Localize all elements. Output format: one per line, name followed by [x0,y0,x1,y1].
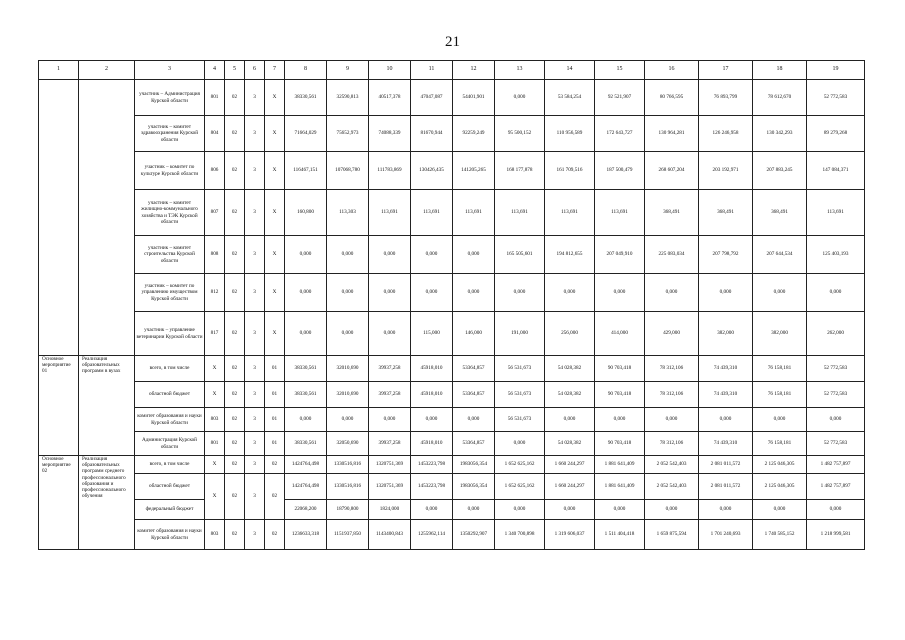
value-cell: 47047,087 [411,80,453,116]
participant-name: участник – комитет по культуре Курской области [135,152,205,190]
value-cell: 56 531,673 [495,356,545,382]
column-number: 17 [699,61,753,80]
value-cell: 81670,944 [411,116,453,152]
value-cell: 268 607,204 [645,152,699,190]
table-row [39,432,865,456]
value-cell: 130 964,281 [645,116,699,152]
code-cell: 02 [225,408,245,432]
value-cell: 75652,973 [327,116,369,152]
value-cell: 1 740 585,152 [753,520,807,550]
value-cell: 0,000 [285,236,327,274]
value-cell: 1983056,354 [453,474,495,500]
column-number: 16 [645,61,699,80]
value-cell: 0,000 [285,408,327,432]
value-cell: 191,000 [495,312,545,356]
value-cell: 160,800 [285,190,327,236]
participant-name: участник – комитет здравоохранения Курской области [135,116,205,152]
value-cell: 165 505,601 [495,236,545,274]
value-cell: 53364,857 [453,356,495,382]
value-cell: 54 028,382 [545,432,595,456]
value-cell: 1453223,798 [411,474,453,500]
code-cell: Х [265,152,285,190]
value-cell: 368,491 [753,190,807,236]
value-cell: 0,000 [411,274,453,312]
value-cell: 0,000 [753,500,807,520]
value-cell: 52 772,583 [807,80,865,116]
participant-name: комитет образования и науки Курской области [135,408,205,432]
code-cell: 02 [225,456,245,474]
table-row [39,408,865,432]
value-cell: 382,000 [699,312,753,356]
measure-code: Основное мероприятие 01 [39,356,79,456]
value-cell: 0,000 [327,274,369,312]
column-number: 13 [495,61,545,80]
value-cell: 0,000 [453,236,495,274]
value-cell: 0,000 [807,274,865,312]
value-cell: 113,691 [495,190,545,236]
code-cell: 3 [245,456,265,474]
table-row [39,116,865,152]
table-row [39,312,865,356]
value-cell: 74 439,310 [699,432,753,456]
value-cell: 116467,151 [285,152,327,190]
code-cell: 02 [265,456,285,474]
value-cell: 78 312,106 [645,356,699,382]
value-cell: 207 049,910 [595,236,645,274]
code-cell: 02 [225,152,245,190]
code-cell: 01 [265,356,285,382]
value-cell: 1330516,816 [327,456,369,474]
budget-table [38,60,865,550]
value-cell: 90 703,418 [595,382,645,408]
code-cell: 02 [225,474,245,520]
value-cell: 113,691 [369,190,411,236]
value-cell: 92 521,907 [595,80,645,116]
participant-name: областной бюджет [135,474,205,500]
measure-code: Основное мероприятие 02 [39,456,79,550]
value-cell: 95 500,152 [495,116,545,152]
code-cell: 808 [205,236,225,274]
value-cell: 0,000 [453,408,495,432]
value-cell: 168 177,878 [495,152,545,190]
participant-name: участник – комитет жилищно-коммунального хозяйства и ТЭК Курской области [135,190,205,236]
value-cell: 74088,339 [369,116,411,152]
value-cell: 0,000 [545,500,595,520]
value-cell: 110 956,589 [545,116,595,152]
value-cell: 71664,029 [285,116,327,152]
code-cell: 01 [265,382,285,408]
value-cell: 54 028,382 [545,382,595,408]
value-cell: 32010,690 [327,382,369,408]
value-cell: 1453223,798 [411,456,453,474]
table-row [39,274,865,312]
value-cell: 1424764,498 [285,456,327,474]
value-cell: 0,000 [411,500,453,520]
value-cell: 0,000 [369,312,411,356]
code-cell: Х [205,474,225,520]
code-cell: 806 [205,152,225,190]
table-row [39,520,865,550]
value-cell: 38330,561 [285,80,327,116]
value-cell: 0,000 [753,274,807,312]
value-cell: 89 279,268 [807,116,865,152]
value-cell: 0,000 [699,500,753,520]
value-cell: 0,000 [495,80,545,116]
table-row [39,456,865,474]
value-cell: 92259,249 [453,116,495,152]
value-cell: 111783,869 [369,152,411,190]
participant-name: всего, в том числе [135,356,205,382]
value-cell: 414,000 [595,312,645,356]
value-cell: 0,000 [753,408,807,432]
value-cell: 45918,010 [411,382,453,408]
value-cell: 1143400,843 [369,520,411,550]
column-number: 3 [135,61,205,80]
value-cell: 2 052 542,403 [645,474,699,500]
value-cell: 1 701 240,693 [699,520,753,550]
value-cell: 1151937,850 [327,520,369,550]
value-cell: 113,303 [327,190,369,236]
column-number: 7 [265,61,285,80]
code-cell: 01 [265,432,285,456]
page-number: 21 [445,34,460,50]
code-cell: Х [265,312,285,356]
code-cell: Х [205,456,225,474]
value-cell: 56 531,673 [495,408,545,432]
value-cell: 147 084,371 [807,152,865,190]
value-cell: 0,000 [545,274,595,312]
code-cell: 3 [245,408,265,432]
table-row [39,80,865,116]
value-cell: 54 028,382 [545,356,595,382]
value-cell: 141205,265 [453,152,495,190]
measure-title: Реализация образовательных программ среднего профессионального образования и профессионального обучения [79,456,135,550]
value-cell: 0,000 [699,274,753,312]
code-cell: 3 [245,236,265,274]
value-cell: 1 482 757,897 [807,474,865,500]
code-cell: 3 [245,382,265,408]
value-cell: 1255962,114 [411,520,453,550]
code-cell: 3 [245,190,265,236]
code-cell: 02 [265,520,285,550]
participant-name: комитет образования и науки Курской области [135,520,205,550]
value-cell: 32010,690 [327,356,369,382]
column-number: 10 [369,61,411,80]
value-cell: 1 652 625,162 [495,474,545,500]
value-cell: 125 403,193 [807,236,865,274]
value-cell: 113,691 [807,190,865,236]
header-row [39,61,865,80]
value-cell: 0,000 [807,408,865,432]
value-cell: 262,000 [807,312,865,356]
value-cell: 0,000 [285,312,327,356]
value-cell: 39937,258 [369,356,411,382]
value-cell: 130426,435 [411,152,453,190]
value-cell: 53 584,254 [545,80,595,116]
code-cell: 817 [205,312,225,356]
table-row [39,474,865,500]
value-cell: 107068,780 [327,152,369,190]
value-cell: 0,000 [327,408,369,432]
value-cell: 90 703,418 [595,356,645,382]
code-cell: 02 [225,274,245,312]
value-cell: 2 081 011,572 [699,456,753,474]
column-number: 6 [245,61,265,80]
participant-name: участник – Администрация Курской области [135,80,205,116]
value-cell: 38330,561 [285,432,327,456]
value-cell: 0,000 [495,432,545,456]
value-cell: 1320751,369 [369,456,411,474]
column-number: 12 [453,61,495,80]
value-cell: 1330516,816 [327,474,369,500]
participant-name: Администрация Курской области [135,432,205,456]
value-cell: 1 482 757,897 [807,456,865,474]
value-cell: 0,000 [411,408,453,432]
code-cell: 02 [265,474,285,520]
code-cell: 3 [245,80,265,116]
value-cell: 39937,258 [369,382,411,408]
value-cell: 0,000 [645,408,699,432]
participant-name: федеральный бюджет [135,500,205,520]
value-cell: 0,000 [645,500,699,520]
value-cell: 0,000 [369,408,411,432]
code-cell: Х [265,116,285,152]
value-cell: 76 158,181 [753,356,807,382]
value-cell: 0,000 [595,274,645,312]
participant-name: областной бюджет [135,382,205,408]
value-cell: 1983056,354 [453,456,495,474]
value-cell: 113,691 [411,190,453,236]
code-cell: 804 [205,116,225,152]
value-cell: 54401,901 [453,80,495,116]
value-cell: 1824,000 [369,500,411,520]
code-cell: 3 [245,520,265,550]
column-number: 19 [807,61,865,80]
code-cell: 01 [265,408,285,432]
value-cell: 126 246,958 [699,116,753,152]
participant-name: всего, в том числе [135,456,205,474]
value-cell: 90 703,418 [595,432,645,456]
value-cell: 53364,857 [453,382,495,408]
value-cell: 256,000 [545,312,595,356]
code-cell: 801 [205,432,225,456]
value-cell: 52 772,583 [807,382,865,408]
value-cell: 207 798,792 [699,236,753,274]
value-cell: 368,491 [645,190,699,236]
value-cell: 40517,378 [369,80,411,116]
value-cell: 52 772,583 [807,432,865,456]
value-cell: 38330,561 [285,356,327,382]
code-cell: 3 [245,152,265,190]
measure-title: Реализация образовательных программ в вузах [79,356,135,456]
value-cell: 76 893,799 [699,80,753,116]
code-cell: 02 [225,236,245,274]
value-cell: 0,000 [327,236,369,274]
value-cell: 207 883,245 [753,152,807,190]
value-cell: 207 644,534 [753,236,807,274]
value-cell: 115,000 [411,312,453,356]
code-cell: Х [205,382,225,408]
value-cell: 0,000 [327,312,369,356]
value-cell: 429,000 [645,312,699,356]
value-cell: 0,000 [369,274,411,312]
value-cell: 78 612,670 [753,80,807,116]
value-cell: 78 312,106 [645,382,699,408]
value-cell: 2 052 542,403 [645,456,699,474]
value-cell: 0,000 [807,500,865,520]
value-cell: 0,000 [453,274,495,312]
value-cell: 18790,800 [327,500,369,520]
value-cell: 78 312,106 [645,432,699,456]
column-number: 1 [39,61,79,80]
value-cell: 0,000 [699,408,753,432]
table-row [39,500,865,520]
value-cell: 0,000 [369,236,411,274]
table-row [39,152,865,190]
value-cell: 56 531,673 [495,382,545,408]
value-cell: 1 218 999,581 [807,520,865,550]
value-cell: 0,000 [495,500,545,520]
value-cell: 1 659 875,594 [645,520,699,550]
code-cell: Х [265,190,285,236]
value-cell: 76 158,181 [753,432,807,456]
value-cell: 2 125 046,305 [753,474,807,500]
value-cell: 2 081 011,572 [699,474,753,500]
value-cell: 194 812,655 [545,236,595,274]
value-cell: 130 342,293 [753,116,807,152]
value-cell: 38330,561 [285,382,327,408]
value-cell: 1 340 700,898 [495,520,545,550]
value-cell: 368,491 [699,190,753,236]
code-cell: 02 [225,190,245,236]
code-cell: 3 [245,474,265,520]
value-cell: 187 500,479 [595,152,645,190]
value-cell: 80 766,595 [645,80,699,116]
value-cell: 1 881 641,409 [595,474,645,500]
code-cell: 803 [205,408,225,432]
value-cell: 1 319 606,037 [545,520,595,550]
value-cell: 76 158,181 [753,382,807,408]
column-number: 11 [411,61,453,80]
value-cell: 172 643,727 [595,116,645,152]
value-cell: 382,000 [753,312,807,356]
value-cell: 1 660 244,297 [545,474,595,500]
code-cell: 801 [205,80,225,116]
value-cell: 45918,010 [411,356,453,382]
code-cell: 3 [245,312,265,356]
value-cell: 52 772,583 [807,356,865,382]
value-cell: 0,000 [595,408,645,432]
table-row [39,190,865,236]
value-cell: 0,000 [645,274,699,312]
code-cell: 02 [225,356,245,382]
column-number: 2 [79,61,135,80]
value-cell: 32050,690 [327,432,369,456]
column-number: 18 [753,61,807,80]
code-cell: 3 [245,356,265,382]
code-cell: 02 [225,116,245,152]
value-cell: 1 881 641,409 [595,456,645,474]
value-cell: 0,000 [285,274,327,312]
code-cell: 02 [225,80,245,116]
code-cell: 3 [245,432,265,456]
table-row [39,356,865,382]
code-cell: Х [265,274,285,312]
column-number: 5 [225,61,245,80]
value-cell: 1424764,498 [285,474,327,500]
code-cell: 02 [225,520,245,550]
value-cell: 22068,200 [285,500,327,520]
table-row [39,236,865,274]
value-cell: 225 083,034 [645,236,699,274]
value-cell: 0,000 [411,236,453,274]
value-cell: 146,000 [453,312,495,356]
value-cell: 1 660 244,297 [545,456,595,474]
value-cell: 1320751,369 [369,474,411,500]
value-cell: 113,691 [453,190,495,236]
code-cell: 807 [205,190,225,236]
participant-name: участник – комитет по управлению имуществом Курской области [135,274,205,312]
participant-name: участник – комитет строительства Курской области [135,236,205,274]
value-cell: 113,691 [545,190,595,236]
value-cell: 39937,258 [369,432,411,456]
value-cell: 0,000 [453,500,495,520]
value-cell: 1236633,318 [285,520,327,550]
code-cell: 3 [245,116,265,152]
value-cell: 32590,813 [327,80,369,116]
value-cell: 0,000 [545,408,595,432]
value-cell: 74 439,310 [699,382,753,408]
value-cell: 2 125 046,305 [753,456,807,474]
value-cell: 0,000 [495,274,545,312]
column-number: 4 [205,61,225,80]
value-cell: 45918,010 [411,432,453,456]
column-number: 9 [327,61,369,80]
code-cell: 02 [225,312,245,356]
code-cell: Х [205,356,225,382]
value-cell: 113,691 [595,190,645,236]
column-number: 14 [545,61,595,80]
value-cell: 74 439,310 [699,356,753,382]
value-cell: 1 511 404,418 [595,520,645,550]
value-cell: 161 709,516 [545,152,595,190]
column-number: 8 [285,61,327,80]
code-cell: Х [265,236,285,274]
code-cell: 3 [245,274,265,312]
code-cell: 02 [225,432,245,456]
participant-name: участник – управление ветеринарии Курской области [135,312,205,356]
code-cell: 02 [225,382,245,408]
code-cell: Х [265,80,285,116]
empty-cell [39,80,79,356]
value-cell: 53364,857 [453,432,495,456]
value-cell: 0,000 [595,500,645,520]
empty-cell [79,80,135,356]
value-cell: 1 652 625,162 [495,456,545,474]
column-number: 15 [595,61,645,80]
code-cell: 803 [205,520,225,550]
value-cell: 203 192,971 [699,152,753,190]
value-cell: 1350292,907 [453,520,495,550]
code-cell: 812 [205,274,225,312]
table-row [39,382,865,408]
